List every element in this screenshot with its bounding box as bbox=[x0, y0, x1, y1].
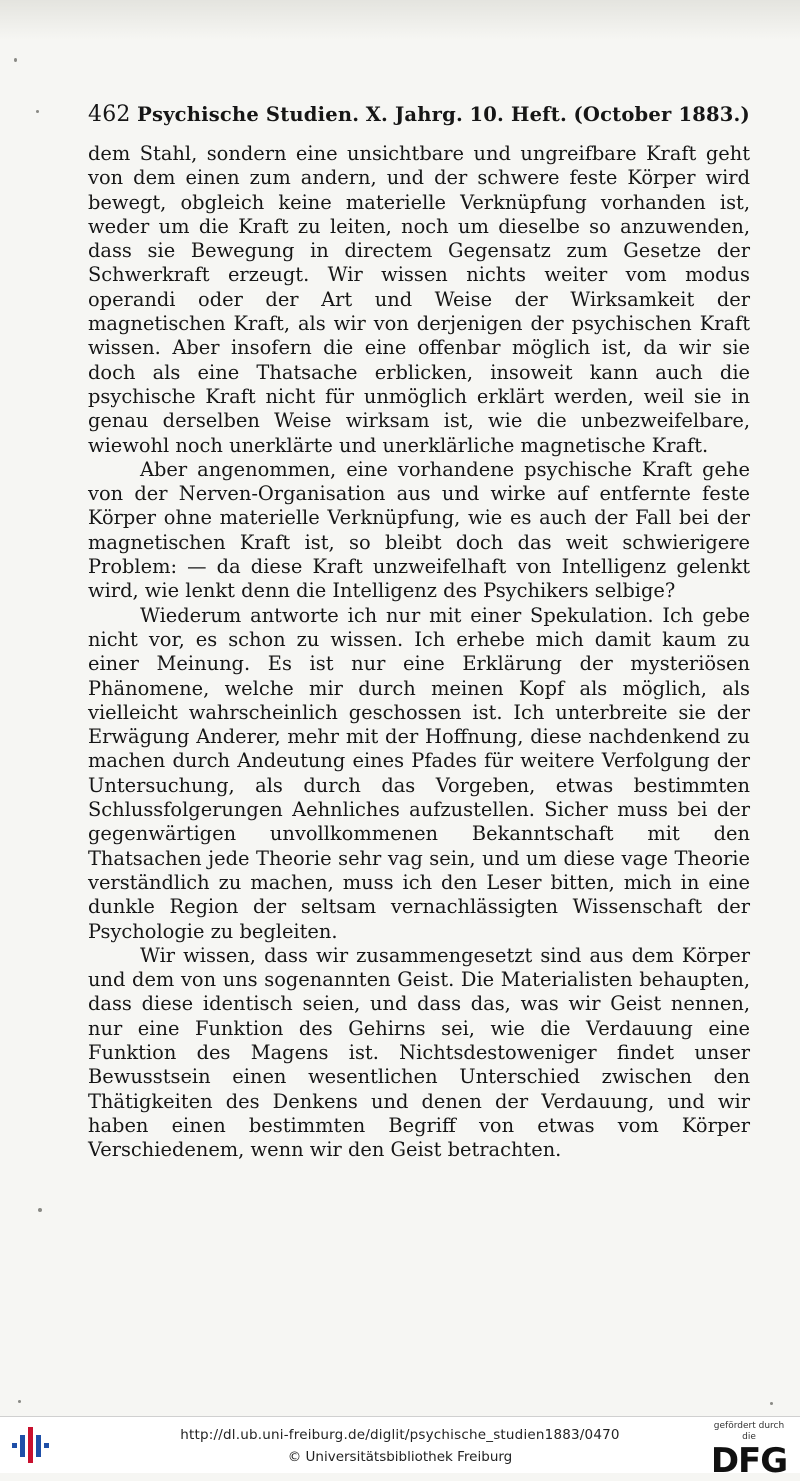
dfg-caption: gefördert durch die bbox=[713, 1421, 785, 1442]
issue-label: 10. Heft. bbox=[469, 103, 567, 126]
scan-speck bbox=[38, 1208, 42, 1212]
dfg-badge bbox=[706, 1421, 792, 1479]
scan-speck bbox=[36, 110, 39, 113]
book-page bbox=[88, 102, 750, 1162]
scan-speck bbox=[14, 58, 17, 62]
page-number: 462 bbox=[88, 102, 131, 127]
volume-label: X. Jahrg. bbox=[365, 103, 463, 126]
source-url-link[interactable]: http://dl.ub.uni-freiburg.de/diglit/psychische_studien1883/0470 bbox=[180, 1427, 620, 1443]
paragraph: Wir wissen, dass wir zusammengesetzt sind aus dem Körper und dem von uns sogenannten Geist. Die Materialisten behaupten, dass diese identisch seien, und dass das, was wir Geist nennen, nur eine Funktion des Gehirns sei, wie die Verdauung eine Funktion des Magens ist. Nichtsdestoweniger findet unser Bewusstsein einen wesentlichen Unterschied zwischen den Thätigkeiten des Denkens und denen der Verdauung, und wir haben einen bestimmten Begriff von etwas vom Körper Verschiedenem, wenn wir den Geist betrachten. bbox=[88, 943, 750, 1162]
paragraph: Aber angenommen, eine vorhandene psychische Kraft gehe von der Nerven-Organisation aus und wirke auf entfernte feste Körper ohne materielle Verknüpfung, wie es auch der Fall bei der magnetischen Kraft ist, so bleibt doch das weit schwierigere Problem: — da diese Kraft unzweifelhaft von Intelligenz gelenkt wird, wie lenkt denn die Intelligenz des Psychikers selbige? bbox=[88, 457, 750, 603]
dfg-logo: DFG bbox=[710, 1441, 788, 1481]
running-head bbox=[88, 102, 750, 142]
paragraph: Wiederum antworte ich nur mit einer Spekulation. Ich gebe nicht vor, es schon zu wissen. Ich erhebe mich damit kaum zu einer Meinung. Es ist nur eine Erklärung der mysteriösen Phänomene, welche mir durch meinen Kopf als möglich, als vielleicht wahrscheinlich geschossen ist. Ich unterbreite sie der Erwägung Anderer, mehr mit der Hoffnung, diese nachdenkend zu machen durch Andeutung eines Pfades für weitere Verfolgung der Untersuchung, als durch das Vorgeben, etwas bestimmten Schlussfolgerungen Aehnliches aufzustellen. Sicher muss bei der gegenwärtigen unvollkommenen Bekanntschaft mit den Thatsachen jede Theorie sehr vag sein, und um diese vage Theorie verständlich zu machen, muss ich den Leser bitten, mich in eine dunkle Region der seltsam vernachlässigten Wissenschaft der Psychologie zu begleiten. bbox=[88, 603, 750, 943]
journal-title: Psychische Studien. bbox=[137, 103, 360, 126]
issue-date: (October 1883.) bbox=[573, 103, 750, 126]
scan-top-edge bbox=[0, 0, 800, 40]
digitization-footer bbox=[0, 1416, 800, 1481]
scan-speck bbox=[18, 1400, 21, 1403]
scan-speck bbox=[770, 1402, 773, 1405]
copyright-notice: © Universitätsbibliothek Freiburg bbox=[287, 1449, 513, 1465]
body-text bbox=[88, 142, 750, 1162]
paragraph: dem Stahl, sondern eine unsichtbare und ungreifbare Kraft geht von dem einen zum andern, und der schwere feste Körper wird bewegt, obgleich keine materielle Verknüpfung vorhanden ist, weder um die Kraft zu leiten, noch um dieselbe so anzuwenden, dass sie Bewegung in directem Gegensatz zum Gesetze der Schwerkraft erzeugt. Wir wissen nichts weiter vom modus operandi oder der Art und Weise der Wirksamkeit der magnetischen Kraft, als wir von derjenigen der psychischen Kraft wissen. Aber insofern die eine offenbar möglich ist, da wir sie doch als eine Thatsache erblicken, insoweit kann auch die psychische Kraft nicht für unmöglich erklärt werden, weil sie in genau derselben Weise wirksam ist, wie die unbezweifelbare, wiewohl noch unerklärte und unerklärliche magnetische Kraft. bbox=[88, 142, 750, 457]
